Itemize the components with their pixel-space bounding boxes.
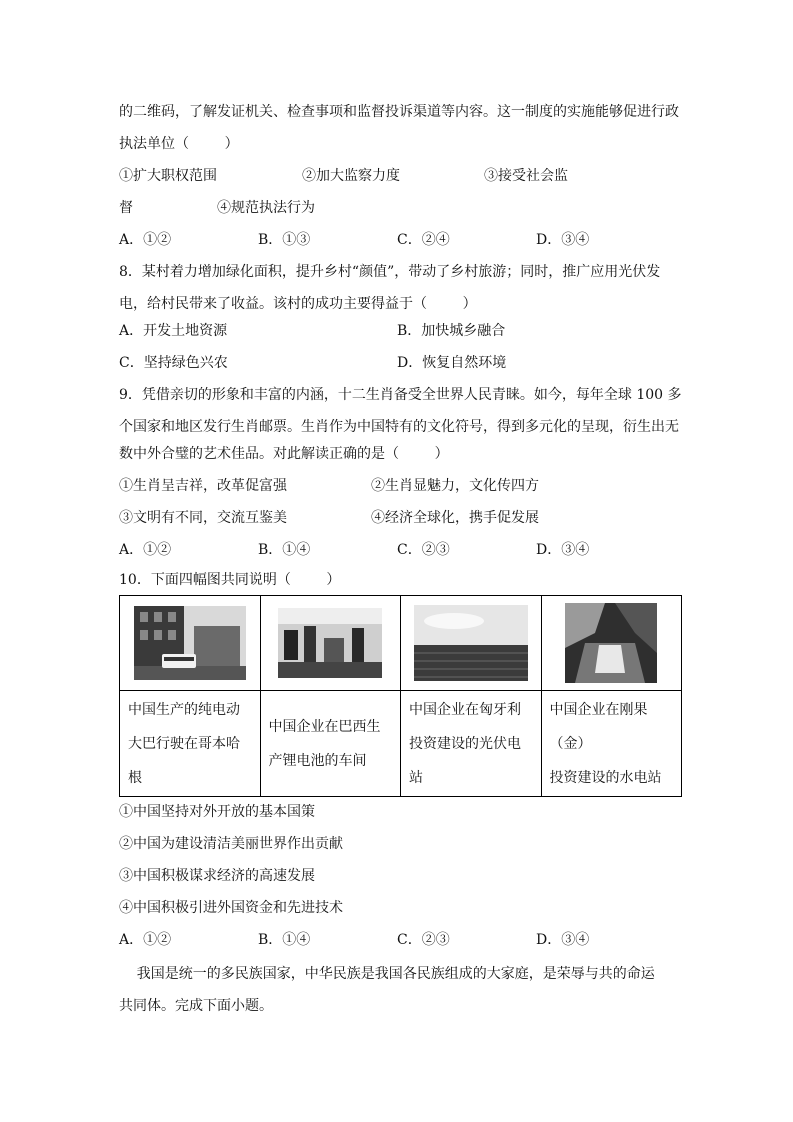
photo-electric-bus-copenhagen xyxy=(134,606,246,680)
q9-stem-line1: 9．凭借亲切的形象和丰富的内涵，十二生肖备受全世界人民青睐。如今，每年全球 100 多 xyxy=(119,387,682,403)
q8-option-b[interactable]: B．加快城乡融合 xyxy=(397,323,506,339)
closing-line2: 共同体。完成下面小题。 xyxy=(119,998,273,1014)
photo-cell-3 xyxy=(401,596,542,691)
photo-hydropower-station-congo xyxy=(565,603,657,683)
q9-item-2: ②生肖显魅力，文化传四方 xyxy=(371,478,539,494)
q7-item-3b: 督 xyxy=(119,200,133,216)
closing-line1: 我国是统一的多民族国家，中华民族是我国各民族组成的大家庭，是荣辱与共的命运 xyxy=(119,966,655,982)
photo-cell-2 xyxy=(260,596,401,691)
q10-item-3: ③中国积极谋求经济的高速发展 xyxy=(119,868,315,884)
q7-option-b[interactable]: B．①③ xyxy=(258,232,311,248)
caption-4: 中国企业在刚果（金） 投资建设的水电站 xyxy=(541,691,682,797)
q10-option-c[interactable]: C．②③ xyxy=(397,932,450,948)
q9-option-b[interactable]: B．①④ xyxy=(258,542,311,558)
q9-option-c[interactable]: C．②③ xyxy=(397,542,450,558)
photo-cell-4 xyxy=(541,596,682,691)
q9-item-3: ③文明有不同，交流互鉴美 xyxy=(119,510,287,526)
q7-item-2: ②加大监察力度 xyxy=(302,168,400,184)
q10-item-4: ④中国积极引进外国资金和先进技术 xyxy=(119,900,343,916)
q7-stem-line2: 执法单位（ ） xyxy=(119,136,239,152)
q10-option-a[interactable]: A．①② xyxy=(119,932,172,948)
q10-item-1: ①中国坚持对外开放的基本国策 xyxy=(119,804,315,820)
photo-cell-1 xyxy=(120,596,261,691)
q10-item-2: ②中国为建设清洁美丽世界作出贡献 xyxy=(119,836,343,852)
q9-stem-line3: 数中外合璧的艺术佳品。对此解读正确的是（ ） xyxy=(119,446,449,462)
q9-item-4: ④经济全球化，携手促发展 xyxy=(371,510,539,526)
photo-solar-power-station-hungary xyxy=(414,605,528,681)
q7-item-3a: ③接受社会监 xyxy=(484,168,568,184)
q10-option-d[interactable]: D．③④ xyxy=(536,932,590,948)
q9-item-1: ①生肖呈吉祥，改革促富强 xyxy=(119,478,287,494)
q7-stem-line1: 的二维码，了解发证机关、检查事项和监督投诉渠道等内容。这一制度的实施能够促进行政 xyxy=(119,104,679,120)
q8-option-d[interactable]: D．恢复自然环境 xyxy=(397,355,507,371)
q9-stem-line2: 个国家和地区发行生肖邮票。生肖作为中国特有的文化符号，得到多元化的呈现，衍生出无 xyxy=(119,419,679,435)
q7-option-a[interactable]: A．①② xyxy=(119,232,172,248)
q8-option-c[interactable]: C．坚持绿色兴农 xyxy=(119,355,228,371)
caption-1: 中国生产的纯电动 大巴行驶在哥本哈 根 xyxy=(120,691,261,797)
q7-item-1: ①扩大职权范围 xyxy=(119,168,217,184)
q10-option-b[interactable]: B．①④ xyxy=(258,932,311,948)
q8-stem-line2: 电，给村民带来了收益。该村的成功主要得益于（ ） xyxy=(119,296,477,312)
caption-3: 中国企业在匈牙利 投资建设的光伏电 站 xyxy=(401,691,542,797)
q8-option-a[interactable]: A．开发土地资源 xyxy=(119,323,228,339)
q7-option-c[interactable]: C．②④ xyxy=(397,232,450,248)
q10-stem: 10．下面四幅图共同说明（ ） xyxy=(119,572,341,588)
q9-option-a[interactable]: A．①② xyxy=(119,542,172,558)
q9-option-d[interactable]: D．③④ xyxy=(536,542,590,558)
q7-item-4: ④规范执法行为 xyxy=(217,200,315,216)
photo-lithium-battery-workshop xyxy=(278,608,382,678)
q7-option-d[interactable]: D．③④ xyxy=(536,232,590,248)
q10-figure-table xyxy=(119,595,682,797)
q8-stem-line1: 8．某村着力增加绿化面积，提升乡村“颜值”，带动了乡村旅游；同时，推广应用光伏发 xyxy=(119,264,661,280)
caption-2: 中国企业在巴西生 产锂电池的车间 xyxy=(260,691,401,797)
